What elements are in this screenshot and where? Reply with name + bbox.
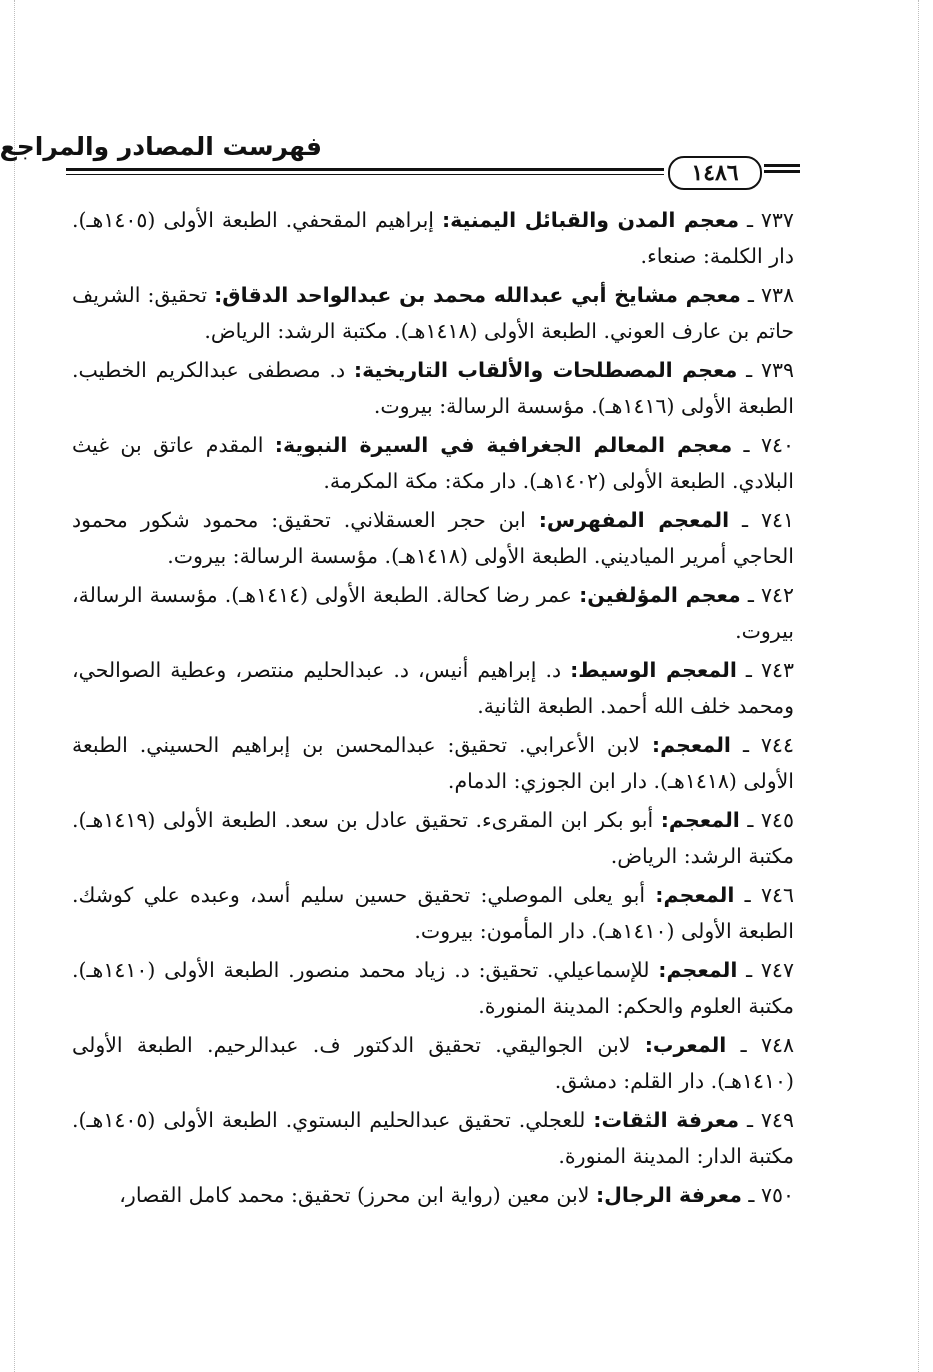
page-number: ١٤٨٦ <box>668 156 762 190</box>
entry-number: ٧٤٢ ـ <box>747 583 794 607</box>
bibliography-entry <box>72 878 794 949</box>
entry-title: المعجم المفهرس: <box>538 508 730 532</box>
bibliography-list <box>72 203 794 1218</box>
bibliography-entry <box>72 953 794 1024</box>
entry-details: المقدم عاتق بن غيث البلادي. الطبعة الأولى (١٤٠٢هـ). دار مكة: مكة المكرمة. <box>72 433 794 493</box>
entry-details: لابن الجواليقي. تحقيق الدكتور ف. عبدالرحيم. الطبعة الأولى (١٤١٠هـ). دار القلم: دمشق. <box>72 1033 794 1093</box>
running-title: فهرست المصادر والمراجع <box>0 132 322 161</box>
page-header <box>0 128 800 198</box>
entry-details: ابن حجر العسقلاني. تحقيق: محمود شكور محمود الحاجي أمرير المياديني. الطبعة الأولى (١٤١٨هـ). مؤسسة الرسالة: بيروت. <box>72 508 794 568</box>
margin-guide-left <box>14 0 17 1372</box>
entry-details: لابن معين (رواية ابن محرز) تحقيق: محمد كامل القصار، <box>119 1183 590 1207</box>
entry-number: ٧٥٠ ـ <box>748 1183 794 1207</box>
bibliography-entry <box>72 503 794 574</box>
header-rule-thin <box>66 174 664 175</box>
bibliography-entry <box>72 278 794 349</box>
entry-details: أبو بكر ابن المقرىء. تحقيق عادل بن سعد. الطبعة الأولى (١٤١٩هـ). مكتبة الرشد: الرياض. <box>72 808 794 868</box>
entry-title: المعجم: <box>658 958 738 982</box>
entry-title: معجم المعالم الجغرافية في السيرة النبوية: <box>274 433 733 457</box>
entry-number: ٧٣٧ ـ <box>746 208 794 232</box>
entry-title: المعرب: <box>644 1033 727 1057</box>
bibliography-entry <box>72 353 794 424</box>
entry-number: ٧٤٩ ـ <box>746 1108 794 1132</box>
margin-guide-right <box>918 0 921 1372</box>
entry-title: المعجم: <box>655 883 735 907</box>
entry-number: ٧٤٠ ـ <box>743 433 794 457</box>
entry-title: معجم مشايخ أبي عبدالله محمد بن عبدالواحد الدقاق: <box>214 283 741 307</box>
bibliography-entry <box>72 1103 794 1174</box>
bibliography-entry <box>72 428 794 499</box>
entry-title: معرفة الثقات: <box>593 1108 740 1132</box>
entry-details: عمر رضا كحالة. الطبعة الأولى (١٤١٤هـ). مؤسسة الرسالة، بيروت. <box>72 583 794 643</box>
entry-details: أبو يعلى الموصلي: تحقيق حسين سليم أسد، وعبده علي كوشك. الطبعة الأولى (١٤١٠هـ). دار المأمون: بيروت. <box>72 883 794 943</box>
entry-title: معجم المدن والقبائل اليمنية: <box>441 208 740 232</box>
entry-number: ٧٤١ ـ <box>742 508 794 532</box>
bibliography-entry <box>72 803 794 874</box>
entry-number: ٧٣٩ ـ <box>746 358 794 382</box>
bibliography-entry <box>72 578 794 649</box>
entry-title: المعجم: <box>660 808 740 832</box>
bibliography-entry <box>72 653 794 724</box>
entry-details: د. إبراهيم أنيس، د. عبدالحليم منتصر، وعطية الصوالحي، ومحمد خلف الله أحمد. الطبعة الثانية. <box>72 658 794 718</box>
bibliography-entry <box>72 1028 794 1099</box>
bibliography-entry <box>72 728 794 799</box>
entry-details: للإسماعيلي. تحقيق: د. زياد محمد منصور. الطبعة الأولى (١٤١٠هـ). مكتبة العلوم والحكم: المدينة المنورة. <box>72 958 794 1018</box>
header-ornament <box>764 164 800 176</box>
bibliography-entry <box>72 203 794 274</box>
entry-number: ٧٤٥ ـ <box>747 808 794 832</box>
entry-title: المعجم الوسيط: <box>570 658 737 682</box>
entry-details: تحقيق: الشريف حاتم بن عارف العوني. الطبعة الأولى (١٤١٨هـ). مكتبة الرشد: الرياض. <box>72 283 794 343</box>
entry-number: ٧٤٨ ـ <box>740 1033 794 1057</box>
entry-number: ٧٤٧ ـ <box>746 958 794 982</box>
entry-details: د. مصطفى عبدالكريم الخطيب. الطبعة الأولى (١٤١٦هـ). مؤسسة الرسالة: بيروت. <box>72 358 794 418</box>
header-rule-thick <box>66 168 664 171</box>
entry-title: معرفة الرجال: <box>595 1183 742 1207</box>
entry-details: لابن الأعرابي. تحقيق: عبدالمحسن بن إبراهيم الحسيني. الطبعة الأولى (١٤١٨هـ). دار ابن الجوزي: الدمام. <box>72 733 794 793</box>
entry-title: معجم المصطلحات والألقاب التاريخية: <box>353 358 738 382</box>
bibliography-entry <box>72 1178 794 1214</box>
entry-number: ٧٣٨ ـ <box>747 283 794 307</box>
entry-details: إبراهيم المقحفي. الطبعة الأولى (١٤٠٥هـ). دار الكلمة: صنعاء. <box>72 208 794 268</box>
entry-number: ٧٤٣ ـ <box>745 658 794 682</box>
entry-title: المعجم: <box>651 733 731 757</box>
entry-number: ٧٤٤ ـ <box>742 733 794 757</box>
entry-title: معجم المؤلفين: <box>579 583 741 607</box>
entry-details: للعجلي. تحقيق عبدالحليم البستوي. الطبعة الأولى (١٤٠٥هـ). مكتبة الدار: المدينة المنورة. <box>72 1108 794 1168</box>
entry-number: ٧٤٦ ـ <box>744 883 794 907</box>
